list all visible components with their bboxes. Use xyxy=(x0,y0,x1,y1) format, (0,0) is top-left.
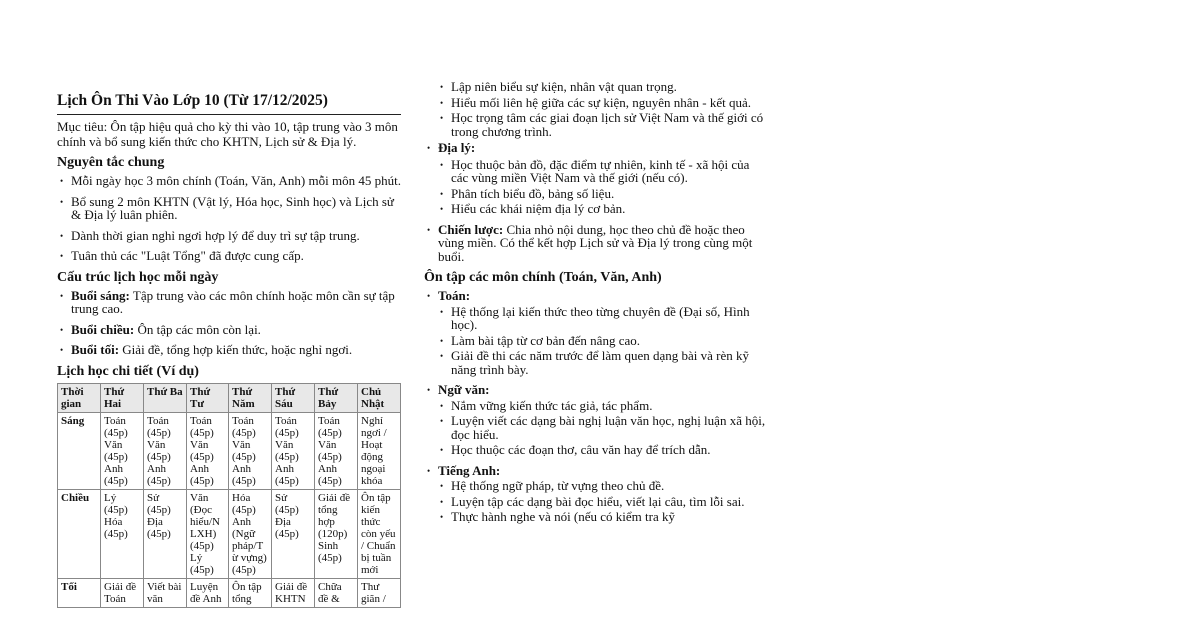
geography-list xyxy=(424,141,769,263)
list-item: • Thực hành nghe và nói (nếu có kiểm tra kỹ xyxy=(424,510,769,524)
list-item: • Học thuộc các đoạn thơ, câu văn hay để trích dẫn. xyxy=(424,443,769,457)
header-thursday: Thứ Năm xyxy=(229,383,272,412)
list-item xyxy=(57,343,401,357)
row-label-evening: Tối xyxy=(58,578,101,607)
daily-structure-heading: Cấu trúc lịch học mỗi ngày xyxy=(57,269,219,285)
daily-structure-list xyxy=(57,289,401,357)
literature-item xyxy=(424,383,769,457)
main-subjects-list xyxy=(424,289,769,524)
math-sublist xyxy=(424,305,769,377)
table-row xyxy=(58,489,401,578)
list-item xyxy=(57,323,401,337)
table-cell: Toán (45p) Văn (45p) Anh (45p) xyxy=(272,412,315,489)
strategy-text: Chia nhỏ nội dung, học theo chủ đề hoặc theo vùng miền. Có thể kết hợp Lịch sử và Địa lý trong cùng một buổi. xyxy=(438,221,753,264)
table-row xyxy=(58,412,401,489)
english-item xyxy=(424,464,769,524)
evening-text: Giải đề, tổng hợp kiến thức, hoặc nghỉ ngơi. xyxy=(119,342,353,357)
table-cell: Giải đề tổng hợp (120p) Sinh (45p) xyxy=(315,489,358,578)
list-item: • Phân tích biểu đồ, bảng số liệu. xyxy=(424,187,769,201)
table-cell: Giải đề KHTN xyxy=(272,578,315,607)
header-tuesday: Thứ Ba xyxy=(144,383,187,412)
right-column xyxy=(424,80,769,526)
schedule-table xyxy=(57,383,401,608)
english-sublist xyxy=(424,479,769,524)
english-label: Tiếng Anh: xyxy=(438,462,501,478)
table-cell: Thư giãn / xyxy=(358,578,401,607)
row-label-morning: Sáng xyxy=(58,412,101,489)
literature-sublist xyxy=(424,399,769,457)
table-cell: Chữa đề & xyxy=(315,578,358,607)
afternoon-label: Buổi chiều: xyxy=(71,321,135,337)
list-item: • Học trọng tâm các giai đoạn lịch sử Việt Nam và thế giới có trong chương trình. xyxy=(424,111,769,138)
table-cell: Ôn tập tổng xyxy=(229,578,272,607)
table-cell: Hóa (45p) Anh (Ngữ pháp/T ừ vựng) (45p) xyxy=(229,489,272,578)
history-sublist xyxy=(424,80,769,138)
table-cell: Nghỉ ngơi / Hoạt động ngoại khóa xyxy=(358,412,401,489)
list-item: • Lập niên biểu sự kiện, nhân vật quan trọng. xyxy=(424,80,769,94)
header-saturday: Thứ Bảy xyxy=(315,383,358,412)
table-cell: Ôn tập kiến thức còn yếu / Chuẩn bị tuần mới xyxy=(358,489,401,578)
header-sunday: Chủ Nhật xyxy=(358,383,401,412)
morning-label: Buổi sáng: xyxy=(71,287,130,303)
table-cell: Viết bài văn xyxy=(144,578,187,607)
table-cell: Sử (45p) Địa (45p) xyxy=(272,489,315,578)
row-label-afternoon: Chiều xyxy=(58,489,101,578)
header-monday: Thứ Hai xyxy=(101,383,144,412)
table-cell: Luyện đề Anh xyxy=(187,578,229,607)
principles-heading: Nguyên tắc chung xyxy=(57,155,165,170)
math-label: Toán: xyxy=(438,288,471,303)
list-item: • Mỗi ngày học 3 môn chính (Toán, Văn, Anh) mỗi môn 45 phút. xyxy=(57,174,401,188)
table-cell: Toán (45p) Văn (45p) Anh (45p) xyxy=(187,412,229,489)
geography-item xyxy=(424,141,769,216)
left-column xyxy=(57,92,401,608)
evening-label: Buổi tối: xyxy=(71,342,120,357)
table-header-row xyxy=(58,383,401,412)
geography-sublist xyxy=(424,158,769,216)
list-item: • Hệ thống ngữ pháp, từ vựng theo chủ đề. xyxy=(424,479,769,493)
header-time: Thời gian xyxy=(58,383,101,412)
morning-text: Tập trung vào các môn chính hoặc môn cần sự tập trung cao. xyxy=(71,287,395,316)
list-item: • Hiểu mối liên hệ giữa các sự kiện, nguyên nhân - kết quả. xyxy=(424,96,769,110)
strategy-label: Chiến lược: xyxy=(438,221,504,237)
main-subjects-heading: Ôn tập các môn chính (Toán, Văn, Anh) xyxy=(424,270,662,285)
list-item: • Giải đề thi các năm trước để làm quen dạng bài và rèn kỹ năng trình bày. xyxy=(424,349,769,376)
list-item: • Dành thời gian nghỉ ngơi hợp lý để duy trì sự tập trung. xyxy=(57,229,401,243)
list-item: • Bổ sung 2 môn KHTN (Vật lý, Hóa học, Sinh học) và Lịch sử & Địa lý luân phiên. xyxy=(57,195,401,222)
table-cell: Toán (45p) Văn (45p) Anh (45p) xyxy=(315,412,358,489)
schedule-heading: Lịch học chi tiết (Ví dụ) xyxy=(57,363,199,379)
afternoon-text: Ôn tập các môn còn lại. xyxy=(134,321,261,337)
header-friday: Thứ Sáu xyxy=(272,383,315,412)
list-item: • Học thuộc bản đồ, đặc điểm tự nhiên, kinh tế - xã hội của các vùng miền Việt Nam và thế giới (nếu có). xyxy=(424,158,769,185)
list-item: • Làm bài tập từ cơ bản đến nâng cao. xyxy=(424,334,769,348)
list-item: • Luyện viết các dạng bài nghị luận văn học, nghị luận xã hội, đọc hiểu. xyxy=(424,414,769,441)
principles-list xyxy=(57,174,401,263)
list-item: • Luyện tập các dạng bài đọc hiểu, viết lại câu, tìm lỗi sai. xyxy=(424,495,769,509)
list-item: • Nắm vững kiến thức tác giả, tác phẩm. xyxy=(424,399,769,413)
table-cell: Toán (45p) Văn (45p) Anh (45p) xyxy=(144,412,187,489)
literature-label: Ngữ văn: xyxy=(438,382,490,397)
table-cell: Toán (45p) Văn (45p) Anh (45p) xyxy=(229,412,272,489)
list-item: • Hệ thống lại kiến thức theo từng chuyên đề (Đại số, Hình học). xyxy=(424,305,769,332)
math-item xyxy=(424,289,769,376)
table-cell: Giải đề Toán xyxy=(101,578,144,607)
strategy-item xyxy=(424,223,769,264)
header-wednesday: Thứ Tư xyxy=(187,383,229,412)
list-item: • Tuân thủ các "Luật Tổng" đã được cung cấp. xyxy=(57,249,401,263)
table-cell: Lý (45p) Hóa (45p) xyxy=(101,489,144,578)
page-title: Lịch Ôn Thi Vào Lớp 10 (Từ 17/12/2025) xyxy=(57,92,401,115)
table-cell: Sử (45p) Địa (45p) xyxy=(144,489,187,578)
list-item xyxy=(57,289,401,316)
list-item: • Hiểu các khái niệm địa lý cơ bản. xyxy=(424,202,769,216)
intro-text: Mục tiêu: Ôn tập hiệu quả cho kỳ thi vào 10, tập trung vào 3 môn chính và bổ sung kiến thức cho KHTN, Lịch sử & Địa lý. xyxy=(57,119,398,149)
table-cell: Toán (45p) Văn (45p) Anh (45p) xyxy=(101,412,144,489)
table-row xyxy=(58,578,401,607)
geography-label: Địa lý: xyxy=(438,140,476,155)
table-cell: Văn (Đọc hiểu/N LXH) (45p) Lý (45p) xyxy=(187,489,229,578)
